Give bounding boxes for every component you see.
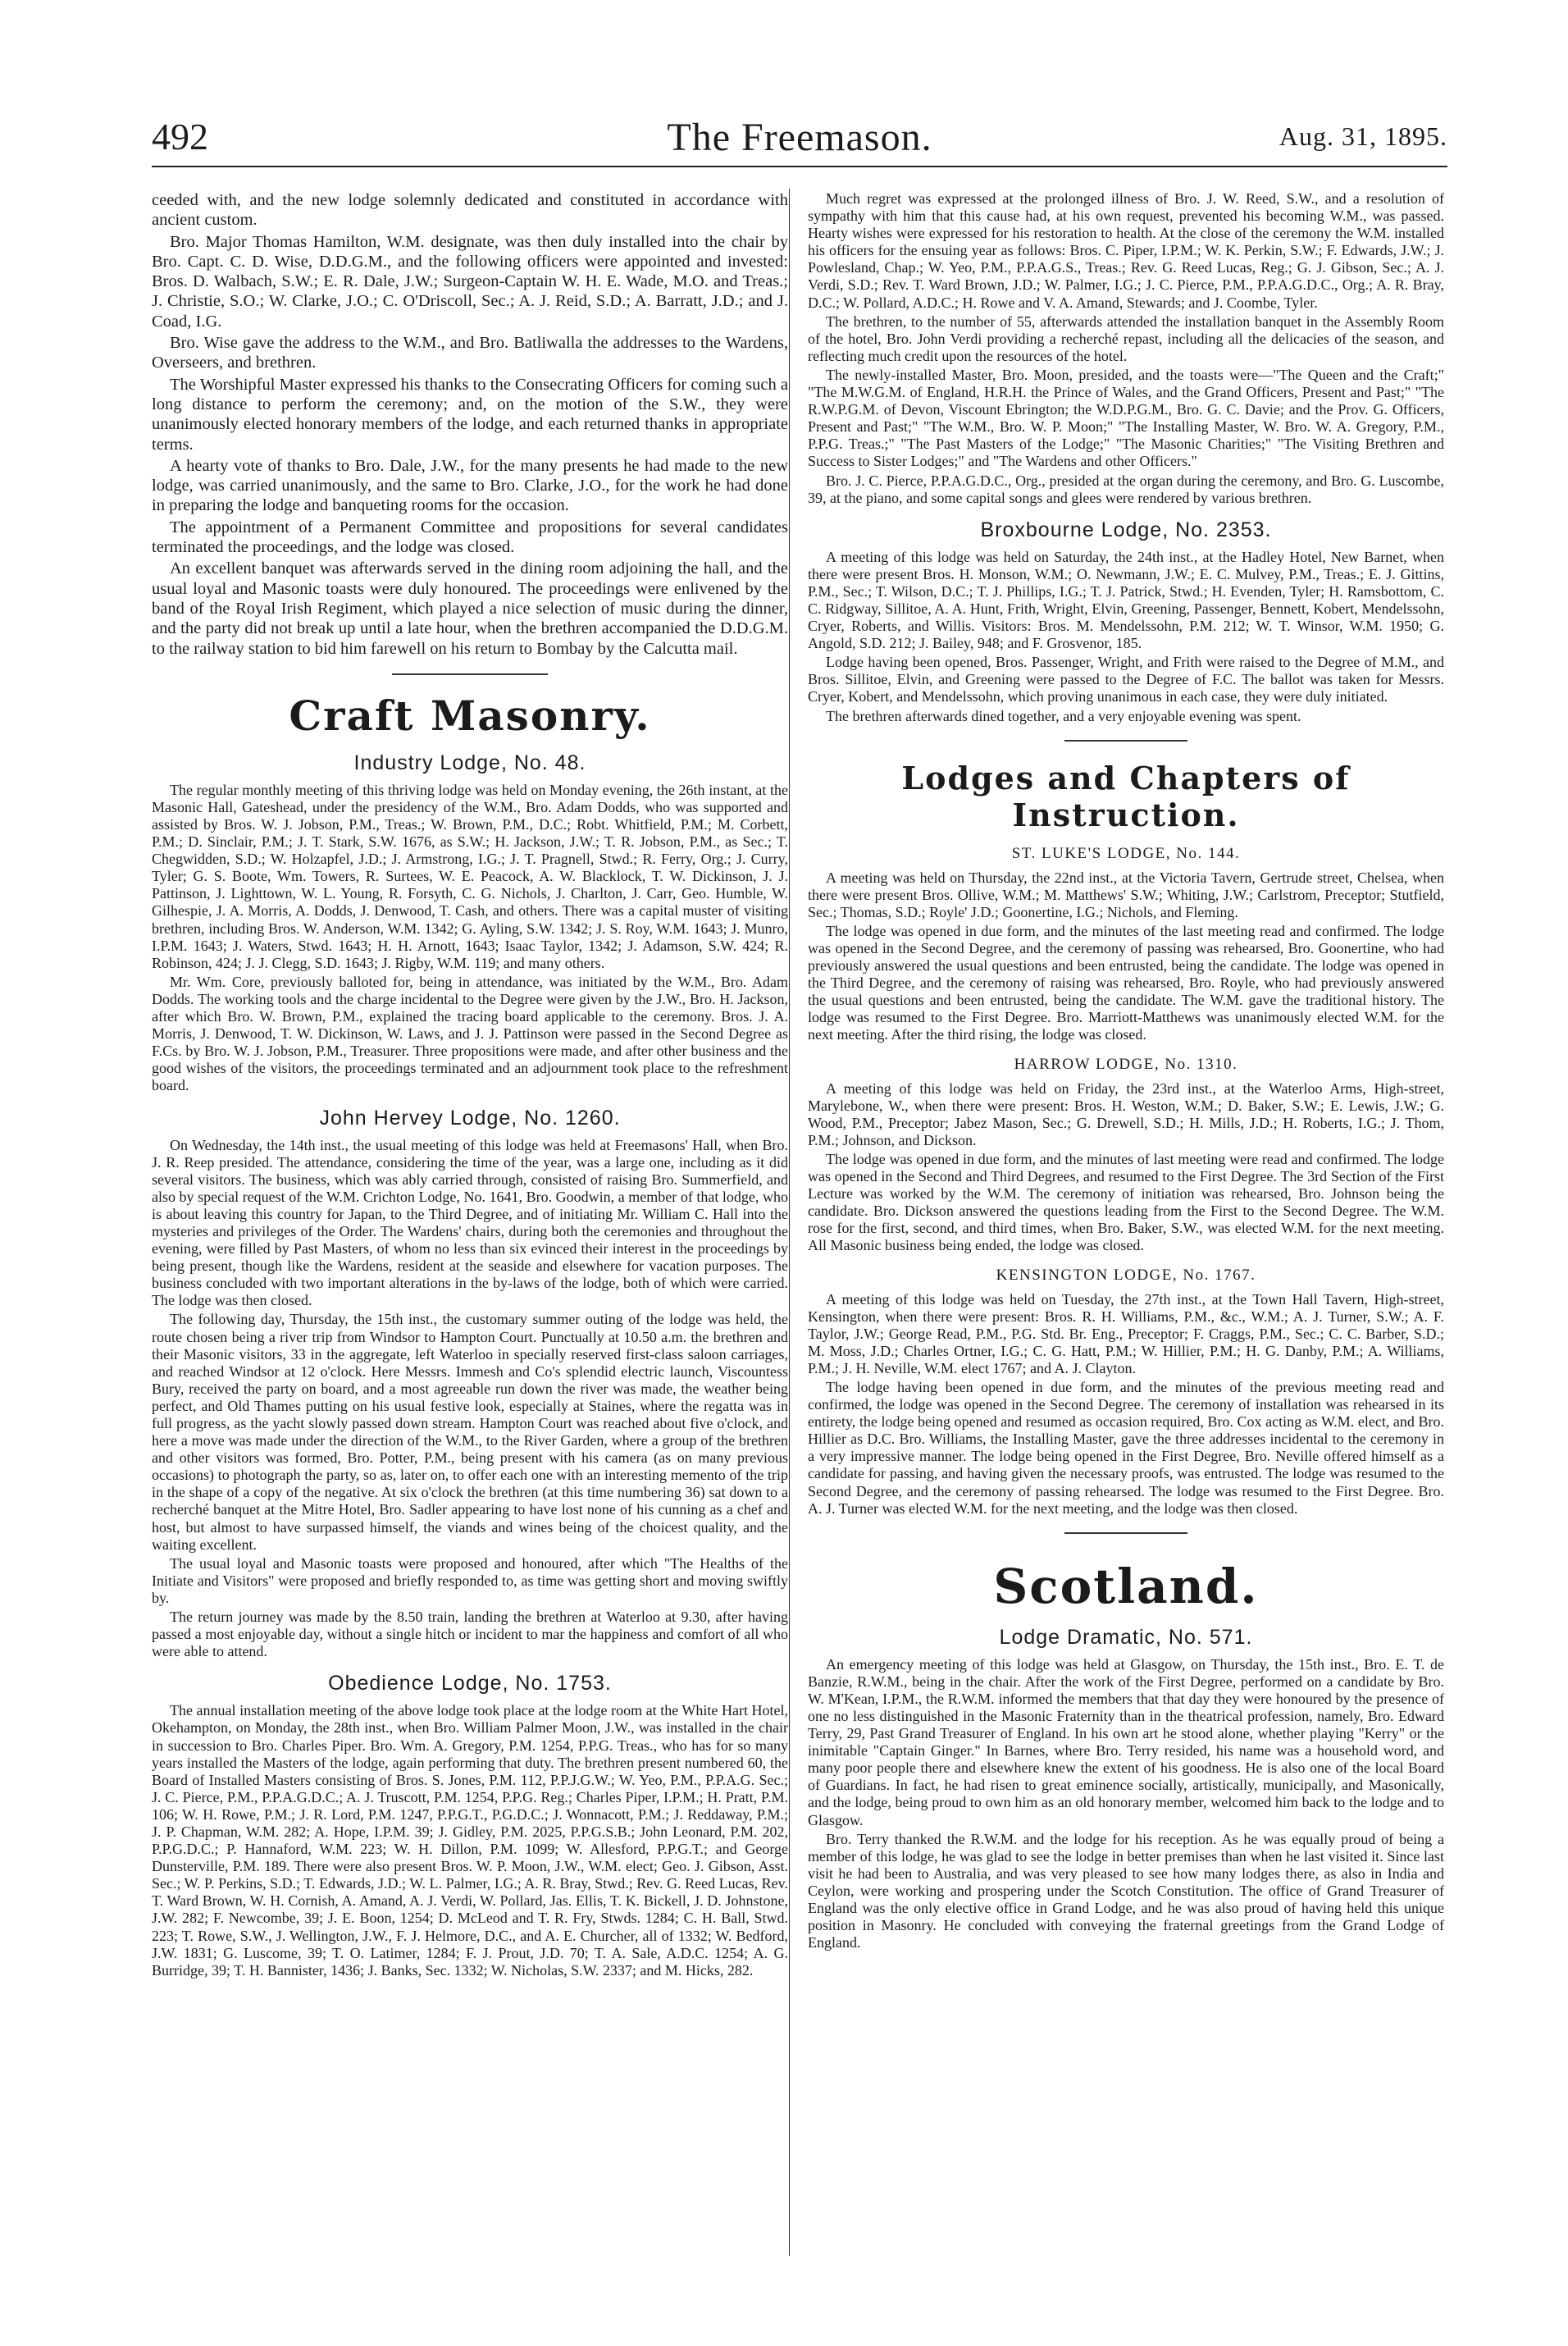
article-heading: HARROW LODGE, No. 1310. — [1014, 1055, 1238, 1073]
paragraph: Much regret was expressed at the prolonged illness of Bro. J. W. Reed, S.W., and a resolution of sympathy with him that this cause had, at his own request, prevented his becoming W.M., was passed. Hearty wishes were expressed for his restoration to health. At the close of the ceremony the W.M. installed his officers for the ensuing year as follows: Bros. C. Piper, I.P.M.; W. K. Perkin, S.W.; F. Edwards, J.W.; J. Powlesland, Chap.; W. Yeo, P.M., P.P.A.G.S., Treas.; Rev. G. Reed Lucas, Reg.; G. J. Gibson, Sec.; A. J. Verdi, S.D.; Rev. T. Ward Brown, J.D.; W. Palmer, I.G.; J. C. Pierce, P.M., P.P.A.G.D.C., Org.; A. R. Bray, D.C.; W. Pollard, A.D.C.; H. Rowe and V. A. Amand, Stewards; and J. Coombe, Tyler. — [808, 190, 1444, 311]
left-column — [152, 190, 788, 1981]
section-title-craft-masonry: Craft Masonry. — [289, 691, 651, 740]
section-rule — [1064, 740, 1187, 742]
paragraph: The regular monthly meeting of this thriving lodge was held on Monday evening, the 26th instant, at the Masonic Hall, Gateshead, under the presidency of the W.M., Bro. Adam Dodds, who was supported and assisted by Bros. W. J. Jobson, P.M., Treas.; W. Brown, P.M., D.C.; Robt. Whitfield, P.M.; M. Corbett, P.M.; D. Sinclair, P.M.; J. T. Stark, S.W. 1676, as S.W.; H. Jackson, J.W.; T. R. Jobson, P.M., as Sec.; T. Chegwidden, S.D.; W. Holzapfel, J.D.; J. Armstrong, I.G.; J. T. Pragnell, Stwd.; R. Ferry, Org.; J. Curry, Tyler; G. S. Boote, Wm. Towers, R. Surtees, W. E. Peacock, A. W. Blacklock, T. W. Dickinson, J. J. Pattinson, J. Lighttown, W. L. Young, R. Forsyth, C. G. Nichols, J. Charlton, J. Carr, Geo. Humble, W. Gilhespie, J. A. Morris, A. Dodds, J. Denwood, T. Cash, and others. There was a capital muster of visiting brethren, including Bros. W. Anderson, W.M. 1342; G. Ayling, S.W. 1342; J. S. Roy, W.M. 1643; J. Munro, I.P.M. 1643; J. Waters, Stwd. 1643; H. H. Arnott, 1643; Isaac Taylor, 1342; J. Adamson, S.W. 424; R. Robinson, 424; J. J. Clegg, S.D. 1643; J. Rigby, W.M. 119; and many others. — [152, 781, 788, 971]
article-heading: ST. LUKE'S LODGE, No. 144. — [1011, 844, 1241, 862]
paragraph: A hearty vote of thanks to Bro. Dale, J.W., for the many presents he had made to the new lodge, was carried unanimously, and the same to Bro. Clarke, J.O., for the work he had done in preparing the lodge and banqueting rooms for the occasion. — [152, 456, 788, 515]
paragraph: Bro. Terry thanked the R.W.M. and the lodge for his reception. As he was equally proud of being a member of this lodge, he was glad to see the lodge in better premises than when he last visited it. Since last visit he had been to Australia, and was very pleased to see how many lodges there, as also in India and Ceylon, were working and prospering under the Scotch Constitution. The office of Grand Treasurer of England was the only elective office in Grand Lodge, and he was also proud of having held this unique position in Masonry. He concluded with conveying the fraternal greetings from the Grand Lodge of England. — [808, 1830, 1444, 1951]
paragraph: The newly-installed Master, Bro. Moon, presided, and the toasts were—"The Queen and the Craft;" "The M.W.G.M. of England, H.R.H. the Prince of Wales, and the Grand Officers, Present and Past;" "The R.W.P.G.M. of Devon, Viscount Ebrington; the W.D.P.G.M., Bro. G. C. Davie; and the Prov. G. Officers, Present and Past;" "The W.M., Bro. W. P. Moon;" "The Installing Master, W. Bro. W. A. Gregory, P.M., P.P.G. Treas.;" "The Past Masters of the Lodge;" "The Masonic Charities;" "The Visiting Brethren and Success to Sister Lodges;" and "The Wardens and other Officers." — [808, 366, 1444, 470]
article-heading: Industry Lodge, No. 48. — [353, 751, 586, 774]
paragraph: Mr. Wm. Core, previously balloted for, being in attendance, was initiated by the W.M., Bro. Adam Dodds. The working tools and the charge incidental to the Degree were given by the J.W., Bro. H. Jackson, after which Bro. W. Brown, P.M., explained the tracing board applicable to the ceremony. Bros. J. A. Morris, J. Denwood, T. W. Dickinson, W. Laws, and J. J. Pattinson were passed in the Second Degree as F.Cs. by Bro. W. J. Jobson, P.M., Treasurer. Three propositions were made, and after other business and the good wishes of the visitors, the proceedings terminated and an adjournment took place to the refreshment board. — [152, 973, 788, 1094]
paragraph: The usual loyal and Masonic toasts were proposed and honoured, after which "The Healths of the Initiate and Visitors" were proposed and briefly responded to, as time was getting short and moving swiftly by. — [152, 1554, 788, 1606]
paragraph: The brethren afterwards dined together, and a very enjoyable evening was spent. — [826, 707, 1301, 724]
paragraph: The brethren, to the number of 55, afterwards attended the installation banquet in the Assembly Room of the hotel, Bro. John Verdi providing a recherché repast, including all the delicacies of the season, and reflecting much credit upon the resources of the hotel. — [808, 313, 1444, 364]
paragraph: On Wednesday, the 14th inst., the usual meeting of this lodge was held at Freemasons' Hall, when Bro. J. R. Reep presided. The attendance, considering the time of the year, was a large one, including as it did several visitors. The business, which was ably carried through, consisted of raising Bro. Summerfield, and also by special request of the W.M. Crichton Lodge, No. 1641, Bro. Goodwin, a member of that lodge, who is about leaving this country for Japan, to the Third Degree, and of initiating Mr. William C. Hall into the mysteries and privileges of the Order. The Wardens' chairs, during both the ceremonies and throughout the evening, were filled by Past Masters, of whom no less than six evinced their interest in the proceedings by being present, though like the Wardens, resident at the seaside and elsewhere for vacation purposes. The business concluded with two important alterations in the by-laws of the lodge, both of which were carried. The lodge was then closed. — [152, 1136, 788, 1309]
section-title-lodges-of-instruction: Lodges and Chapters of Instruction. — [901, 759, 1351, 833]
paragraph: ceeded with, and the new lodge solemnly dedicated and constituted in accordance with ancient custom. — [152, 191, 788, 230]
page-number: 492 — [152, 116, 208, 157]
paragraph: The Worshipful Master expressed his thanks to the Consecrating Officers for coming such a long distance to perform the ceremony; and, on the motion of the S.W., they were unanimously elected honorary members of the lodge, and each returned thanks in appropriate terms. — [152, 375, 788, 454]
article-heading: John Hervey Lodge, No. 1260. — [319, 1106, 621, 1130]
paragraph: Bro. Major Thomas Hamilton, W.M. designate, was then duly installed into the chair by Bro. Capt. C. D. Wise, D.D.G.M., and the following officers were appointed and invested: Bros. D. Walbach, S.W.; E. R. Dale, J.W.; Surgeon-Captain W. H. E. Wade, M.O. and Treas.; J. Christie, S.O.; W. Clarke, J.O.; C. O'Driscoll, Sec.; A. J. Reid, S.D.; A. Barratt, J.D.; and J. Coad, I.G. — [152, 232, 788, 331]
section-rule — [392, 673, 548, 675]
paragraph: The lodge was opened in due form, and the minutes of last meeting were read and confirmed. The lodge was opened in the Second and Third Degrees, and resumed to the First Degree. The 3rd Section of the First Lecture was worked by the W.M. The ceremony of initiation was rehearsed, Bro. Johnson being the candidate. Bro. Dickson answered the questions leading from the First to the Second Degree. The W.M. rose for the first, second, and third times, when Bro. Baker, S.W., was elected W.M. for the next meeting. All Masonic business being ended, the lodge was closed. — [808, 1150, 1444, 1254]
article-heading: Lodge Dramatic, No. 571. — [999, 1625, 1253, 1649]
masthead-title: The Freemason. — [667, 116, 932, 159]
section-title-scotland: Scotland. — [993, 1558, 1259, 1614]
paragraph: The appointment of a Permanent Committee and propositions for several candidates terminated the proceedings, and the lodge was closed. — [152, 518, 788, 557]
paragraph: An excellent banquet was afterwards served in the dining room adjoining the hall, and the usual loyal and Masonic toasts were duly honoured. The proceedings were enlivened by the band of the Royal Irish Regiment, which played a nice selection of music during the dinner, and the party did not break up until a late hour, when the brethren accompanied the D.D.G.M. to the railway station to bid him farewell on his return to Bombay by the Calcutta mail. — [152, 559, 788, 658]
paragraph: The return journey was made by the 8.50 train, landing the brethren at Waterloo at 9.30, after having passed a most enjoyable day, without a single hitch or incident to mar the happiness and comfort of all who were able to attend. — [152, 1609, 788, 1660]
article-heading: Broxbourne Lodge, No. 2353. — [980, 518, 1272, 541]
paragraph: Bro. Wise gave the address to the W.M., and Bro. Batliwalla the addresses to the Wardens, Overseers, and brethren. — [152, 334, 788, 372]
section-rule — [1064, 1532, 1187, 1534]
paragraph: The annual installation meeting of the above lodge took place at the lodge room at the White Hart Hotel, Okehampton, on Monday, the 28th inst., when Bro. William Palmer Moon, J.W., was installed in the chair in succession to Bro. Charles Piper. Bro. Wm. A. Gregory, P.M. 1254, P.P.G. Treas., who has for so many years installed the Masters of the lodge, again performing that duty. The brethren present numbered 60, the Board of Installed Masters consisting of Bros. S. Jones, P.M. 112, P.P.J.G.W.; W. Yeo, P.M., P.P.A.G. Sec.; J. C. Pierce, P.M., P.P.A.G.D.C.; A. J. Truscott, P.M. 1254, P.P.G. Reg.; Charles Piper, I.P.M.; H. Pratt, P.M. 106; W. H. Rowe, P.M.; J. R. Lord, P.M. 1247, P.P.G.T., P.G.D.C.; J. Wonnacott, P.M.; J. Reddaway, P.M.; J. P. Chapman, W.M. 282; A. Hope, I.P.M. 39; J. Gidley, P.M. 2025, P.P.G.S.B.; John Leonard, P.M. 202, P.P.G.D.C.; P. Hannaford, W.M. 223; W. H. Dillon, P.M. 1099; W. Allesford, P.P.G.T.; and George Dunsterville, P.M. 189. There were also present Bros. W. P. Moon, J.W., W.M. elect; Geo. J. Gibson, Asst. Sec.; W. P. Perkins, S.D.; T. Edwards, J.D.; W. L. Palmer, I.G.; A. R. Bray, Stwd.; Rev. G. Reed Lucas, Rev. T. Ward Brown, W. H. Cornish, A. Amand, A. J. Verdi, W. Pollard, Jas. Ellis, T. K. Bickell, J. D. Johnstone, J.W. 282; F. Newcombe, 39; J. E. Boon, 1254; D. McLeod and T. R. Fry, Stwds. 1284; C. H. Ball, Stwd. 223; T. Rowe, S.W., J. Wellington, J.W., F. J. Helmore, D.C., and A. E. Churcher, all of 1332; W. Bedford, J.W. 1831; G. Luscome, 39; T. O. Latimer, 1284; F. J. Prout, J.D. 70; T. A. Sale, A.D.C. 1254; A. G. Burridge, 39; T. H. Bannister, 1436; J. Banks, Sec. 1332; W. Nicholas, S.W. 2337; and M. Hicks, 282. — [152, 1702, 788, 1979]
page-header — [152, 115, 1447, 167]
issue-date: Aug. 31, 1895. — [1279, 121, 1447, 151]
paragraph: An emergency meeting of this lodge was held at Glasgow, on Thursday, the 15th inst., Bro. E. T. de Banzie, R.W.M., being in the chair. After the work of the First Degree, performed on a candidate by Bro. W. M'Kean, I.P.M., the R.W.M. informed the members that that day they were honoured by the presence of one no less distinguished in the Masonic Fraternity than in the theatrical profession, namely, Bro. Edward Terry, 29, Past Grand Treasurer of England. In his own art he stood alone, whether playing "Kerry" or the inimitable "Captain Ginger." In Barnes, where Bro. Terry resided, his name was a household word, and many poor people there and elsewhere knew the extent of his goodness. He is also one of the local Board of Guardians. In fact, he had risen to great eminence socially, artistically, municipally, and Masonically, and the lodge, being proud to own him as an old honorary member, welcomed him back to the lodge and to Glasgow. — [808, 1655, 1444, 1828]
right-column — [808, 190, 1444, 1953]
paragraph: A meeting was held on Thursday, the 22nd inst., at the Victoria Tavern, Gertrude street, Chelsea, when there were present Bros. Ollive, W.M.; M. Matthews' S.W.; Whiting, J.W.; Carlstrom, Preceptor; Stutfield, Sec.; Thomas, S.D.; Royle' J.D.; Goonertine, I.G.; Nichols, and Fleming. — [808, 869, 1444, 920]
paragraph: The lodge having been opened in due form, and the minutes of the previous meeting read and confirmed, the lodge was opened in the Second Degree. The ceremony of installation was rehearsed in its entirety, the lodge being opened and resumed as occasion required, Bro. Cox acting as W.M. elect, and Bro. Hillier as D.C. Bro. Williams, the Installing Master, gave the three addresses incidental to the ceremony in a very impressive manner. The lodge being opened in the First Degree, Bro. Neville offered himself as a candidate for passing, and having given the necessary proofs, was entrusted. The lodge was resumed to the Second Degree, and the ceremony of passing rehearsed. The lodge was resumed to the First Degree. Bro. A. J. Turner was elected W.M. for the next meeting, and the lodge was then closed. — [808, 1378, 1444, 1517]
paragraph: A meeting of this lodge was held on Saturday, the 24th inst., at the Hadley Hotel, New Barnet, when there were present Bros. H. Monson, W.M.; O. Newmann, J.W.; E. C. Mulvey, P.M., Treas.; E. J. Gittins, P.M., Sec.; T. Wilson, D.C.; T. J. Phillips, I.G.; T. J. Patrick, Stwd.; H. Evenden, Tyler; H. Ramsbottom, C. C. Ridgway, Sillitoe, A. A. Hunt, Frith, Wright, Elvin, Greening, Passenger, Bennett, Kobert, Mendelssohn, Cryer, Roberts, and Willis. Visitors: Bros. M. Mendelssohn, P.M. 212; W. T. Winsor, W.M. 1950; G. Angold, S.D. 212; J. Bailey, 948; and F. Grosvenor, 185. — [808, 548, 1444, 652]
column-divider — [789, 189, 790, 2256]
article-heading: KENSINGTON LODGE, No. 1767. — [996, 1266, 1256, 1284]
paragraph: The lodge was opened in due form, and the minutes of the last meeting read and confirmed. The lodge was opened in the Second Degree, and the ceremony of passing was rehearsed, Bro. Goonertine, who had previously answered the usual questions and been entrusted, being the candidate. The lodge was opened in the Third Degree, and the ceremony of raising was rehearsed, Bro. Royle, who had previously answered the usual questions and been entrusted, being the candidate. The W.M. gave the traditional history. The lodge was resumed to the First Degree. Bro. Marriott-Matthews was unanimously elected W.M. for the next meeting. After the third rising, the lodge was closed. — [808, 922, 1444, 1043]
paragraph: A meeting of this lodge was held on Friday, the 23rd inst., at the Waterloo Arms, High-street, Marylebone, W., when there were present: Bros. H. Weston, W.M.; D. Baker, S.W.; E. Lewis, J.W.; G. Wood, P.M., Preceptor; Jabez Mason, Sec.; G. Drewell, S.D.; H. Mills, J.D.; H. Roberts, I.G.; J. Thom, P.M.; Johnson, and Dickson. — [808, 1079, 1444, 1148]
article-heading: Obedience Lodge, No. 1753. — [328, 1672, 612, 1696]
paragraph: A meeting of this lodge was held on Tuesday, the 27th inst., at the Town Hall Tavern, High-street, Kensington, when there were present: Bros. R. H. Williams, P.M., &c., W.M.; A. J. Turner, S.W.; A. F. Taylor, J.W.; George Read, P.M., P.G. Std. Br. Eng., Preceptor; F. Craggs, P.M., Sec.; C. C. Barber, S.D.; M. Moss, J.D.; Charles Ortner, I.G.; C. G. Hatt, P.M.; W. Hillier, P.M.; H. G. Danby, P.M.; A. Williams, P.M.; J. H. Neville, W.M. elect 1767; and A. J. Clayton. — [808, 1290, 1444, 1376]
paragraph: The following day, Thursday, the 15th inst., the customary summer outing of the lodge was held, the route chosen being a river trip from Windsor to Hampton Court. Punctually at 10.50 a.m. the brethren and their Masonic visitors, 33 in the aggregate, left Waterloo in specially reserved first-class saloon carriages, and reached Windsor at 12 o'clock. Here Messrs. Immesh and Co's splendid electric launch, Viscountess Bury, received the party on board, and a most agreeable run down the river was made, the weather being perfect, and Old Thames putting on his usual festive look, especially at Staines, where the regatta was in full progress, as the yacht slowly passed down stream. Hampton Court was reached about five o'clock, and here a move was made under the direction of the W.M., to the River Garden, where a group of the brethren and other visitors was formed, Bro. Potter, P.M., being present with his camera (as on many previous occasions) to photograph the party, so as, later on, to offer each one with an interesting memento of the trip in the shape of a copy of the negative. At six o'clock the brethren (at this time numbering 36) sat down to a recherché banquet at the Mitre Hotel, Bro. Sadler appearing to have lost none of his cunning as a chef and host, but almost to have surpassed himself, the viands and wines being of the choicest quality, and the waiting excellent. — [152, 1311, 788, 1553]
paragraph: Bro. J. C. Pierce, P.P.A.G.D.C., Org., presided at the organ during the ceremony, and Bro. G. Luscombe, 39, at the piano, and some capital songs and glees were rendered by various brethren. — [808, 472, 1444, 506]
paragraph: Lodge having been opened, Bros. Passenger, Wright, and Frith were raised to the Degree of M.M., and Bros. Sillitoe, Elvin, and Greening were passed to the Degree of F.C. The ballot was taken for Messrs. Cryer, Kobert, and Mendelssohn, which proving unanimous in each case, they were duly initiated. — [808, 654, 1444, 705]
